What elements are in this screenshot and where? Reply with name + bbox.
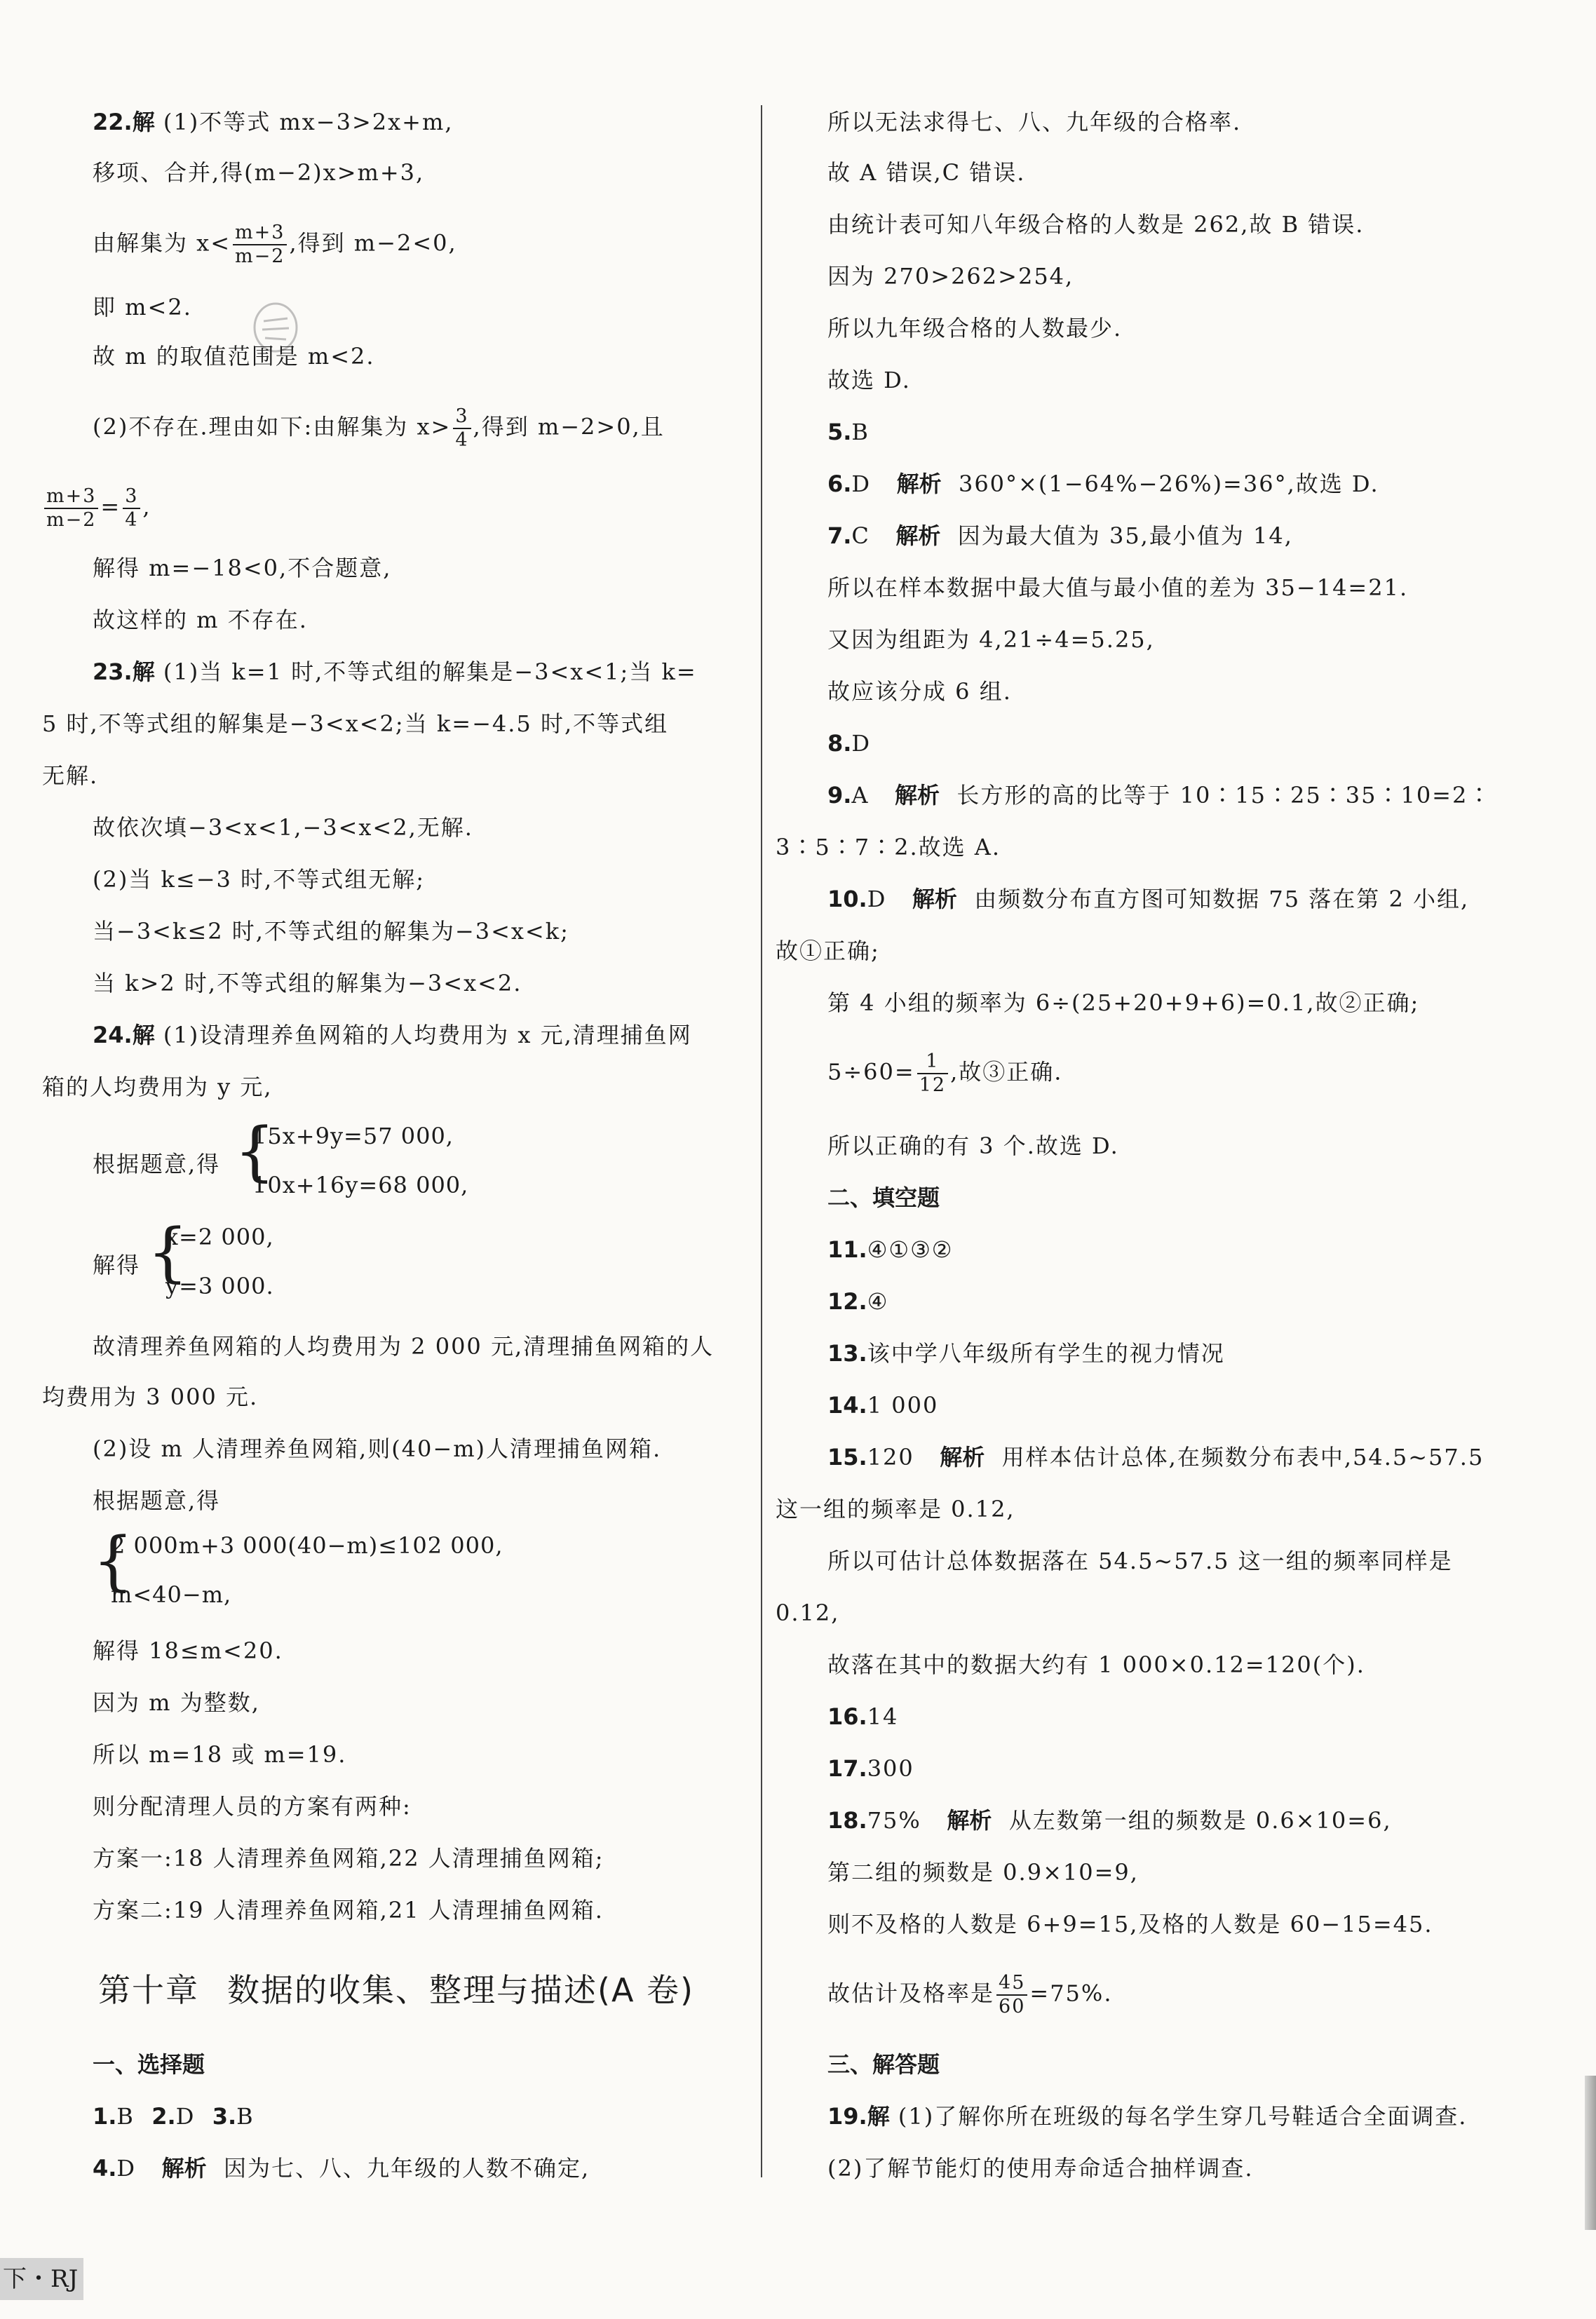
r-line-4: 因为 270>262>254, (827, 263, 1074, 290)
left-brace-icon: { (93, 1523, 134, 1598)
q23-line-3: 无解. (42, 762, 99, 789)
answer-16: 16.14 (827, 1703, 899, 1730)
r-line-1: 所以无法求得七、八、九年级的合格率. (827, 109, 1242, 135)
answer-17: 17.300 (827, 1755, 914, 1782)
equation-system-2: { x=2 000, y=3 000. (147, 1215, 274, 1299)
answer-10-line-2: 故①正确; (776, 938, 880, 964)
answer-7-line-4: 故应该分成 6 组. (827, 678, 1012, 705)
q24-line-13: 方案一:18 人清理养鱼网箱,22 人清理捕鱼网箱; (93, 1845, 604, 1872)
q22-line-3: 由解集为 x< $\frac{m+3}{m-2}$ ,得到 m−2<0, (93, 222, 457, 267)
answer-5: 5.B (827, 419, 870, 445)
fraction: $\frac{3}{4}$ (453, 405, 471, 452)
q24-line-1: 24.解 (1)设清理养鱼网箱的人均费用为 x 元,清理捕鱼网 (93, 1022, 692, 1048)
answer-8: 8.D (827, 730, 872, 757)
answer-14: 14.1 000 (827, 1392, 939, 1419)
answer-18: 18.75% 解析 从左数第一组的频数是 0.6×10=6, (827, 1807, 1392, 1834)
q24-line-7: (2)设 m 人清理养鱼网箱,则(40−m)人清理捕鱼网箱. (93, 1435, 662, 1462)
answer-7-line-3: 又因为组距为 4,21÷4=5.25, (827, 626, 1155, 653)
q22-line-5: 故 m 的取值范围是 m<2. (93, 343, 375, 370)
answer-13: 13.该中学八年级所有学生的视力情况 (827, 1340, 1225, 1367)
r-line-3: 由统计表可知八年级合格的人数是 262,故 B 错误. (827, 211, 1365, 238)
answer-18-line-2: 第二组的频数是 0.9×10=9, (827, 1859, 1139, 1886)
q24-line-12: 则分配清理人员的方案有两种: (93, 1793, 412, 1820)
q24-line-2: 箱的人均费用为 y 元, (42, 1074, 273, 1100)
q23-line-5: (2)当 k≤−3 时,不等式组无解; (93, 866, 426, 893)
fraction: $\frac{1}{12}$ (917, 1050, 948, 1097)
section-solve: 三、解答题 (827, 2051, 940, 2078)
answer-10-line-3: 第 4 小组的频率为 6÷(25+20+9+6)=0.1,故②正确; (827, 989, 1420, 1016)
page-edge-shadow (1585, 2076, 1596, 2230)
answer-6: 6.D 解析 360°×(1−64%−26%)=36°,故选 D. (827, 471, 1379, 497)
page-footer-label: 下・RJ (0, 2258, 83, 2300)
fraction: $\frac{m+3}{m-2}$ (44, 485, 98, 532)
q22-line-1: 22.解 (1)不等式 mx−3>2x+m, (93, 109, 454, 135)
answer-9: 9.A 解析 长方形的高的比等于 10∶15∶25∶35∶10=2∶ (827, 782, 1492, 809)
chapter-title: 第十章 数据的收集、整理与描述(A 卷) (98, 1971, 694, 2009)
left-brace-icon: { (234, 1114, 276, 1189)
answer-7-line-2: 所以在样本数据中最大值与最小值的差为 35−14=21. (827, 574, 1409, 601)
q23-line-4: 故依次填−3<x<1,−3<x<2,无解. (93, 814, 473, 841)
answer-10: 10.D 解析 由频数分布直方图可知数据 75 落在第 2 小组, (827, 886, 1470, 912)
answer-15: 15.120 解析 用样本估计总体,在频数分布表中,54.5~57.5 (827, 1444, 1485, 1470)
fraction: $\frac{m+3}{m-2}$ (233, 222, 287, 268)
q24-line-3: 根据题意,得 (93, 1151, 221, 1177)
q24-line-4: 解得 (93, 1252, 141, 1278)
q24-line-6: 均费用为 3 000 元. (42, 1384, 259, 1410)
answer-18-line-4: 故估计及格率是 $\frac{45}{60}$ =75%. (827, 1972, 1113, 2017)
q23-line-6: 当−3<k≤2 时,不等式组的解集为−3<x<k; (93, 918, 569, 945)
answer-18-line-3: 则不及格的人数是 6+9=15,及格的人数是 60−15=45. (827, 1911, 1433, 1938)
q22-line-8: 解得 m=−18<0,不合题意, (93, 555, 392, 581)
left-brace-icon: { (147, 1215, 189, 1290)
q22-line-6: (2)不存在.理由如下:由解集为 x> $\frac{3}{4}$ ,得到 m−2>0,且 (93, 405, 665, 451)
equation-system-1: { 15x+9y=57 000, 10x+16y=68 000, (234, 1114, 469, 1198)
q24-line-9: 解得 18≤m<20. (93, 1637, 283, 1664)
answer-9-line-2: 3∶5∶7∶2.故选 A. (776, 834, 1001, 860)
answer-19-line-2: (2)了解节能灯的使用寿命适合抽样调查. (827, 2155, 1254, 2182)
fraction: $\frac{45}{60}$ (996, 1972, 1027, 2018)
section-fill: 二、填空题 (827, 1184, 940, 1211)
answer-7: 7.C 解析 因为最大值为 35,最小值为 14, (827, 522, 1293, 549)
answer-11: 11.④①③② (827, 1236, 954, 1263)
answer-10-line-5: 所以正确的有 3 个.故选 D. (827, 1133, 1119, 1159)
section-choice: 一、选择题 (93, 2051, 205, 2078)
r-line-6: 故选 D. (827, 367, 911, 393)
answer-15-line-5: 故落在其中的数据大约有 1 000×0.12=120(个). (827, 1651, 1365, 1678)
q23-line-2: 5 时,不等式组的解集是−3<x<2;当 k=−4.5 时,不等式组 (42, 710, 669, 737)
fraction: $\frac{3}{4}$ (123, 485, 140, 532)
column-divider (761, 105, 762, 2177)
q24-line-14: 方案二:19 人清理养鱼网箱,21 人清理捕鱼网箱. (93, 1897, 604, 1924)
answer-15-line-3: 所以可估计总体数据落在 54.5~57.5 这一组的频率同样是 (827, 1548, 1453, 1574)
q24-line-5: 故清理养鱼网箱的人均费用为 2 000 元,清理捕鱼网箱的人 (93, 1333, 715, 1360)
answer-10-line-4: 5÷60= $\frac{1}{12}$ ,故③正确. (827, 1050, 1063, 1096)
q22-line-9: 故这样的 m 不存在. (93, 607, 308, 633)
answer-12: 12.④ (827, 1288, 889, 1315)
answer-4: 4.D 解析 因为七、八、九年级的人数不确定, (93, 2155, 590, 2182)
q22-line-7: $\frac{m+3}{m-2}$ = $\frac{3}{4}$ , (42, 485, 151, 532)
inequality-system: { 2 000m+3 000(40−m)≤102 000, m<40−m, (93, 1523, 503, 1608)
q24-line-11: 所以 m=18 或 m=19. (93, 1741, 347, 1768)
answers-1-3: 1.B 2.D 3.B (93, 2103, 255, 2130)
r-line-5: 所以九年级合格的人数最少. (827, 315, 1123, 342)
q24-line-10: 因为 m 为整数, (93, 1689, 260, 1716)
answer-19: 19.解 (1)了解你所在班级的每名学生穿几号鞋适合全面调查. (827, 2103, 1468, 2130)
q22-line-2: 移项、合并,得(m−2)x>m+3, (93, 159, 425, 186)
q24-line-8: 根据题意,得 (93, 1487, 221, 1514)
q23-line-1: 23.解 (1)当 k=1 时,不等式组的解集是−3<x<1;当 k= (93, 658, 697, 685)
answer-15-line-2: 这一组的频率是 0.12, (776, 1496, 1015, 1522)
answer-15-line-4: 0.12, (776, 1600, 840, 1626)
r-line-2: 故 A 错误,C 错误. (827, 159, 1026, 186)
q22-line-4: 即 m<2. (93, 294, 192, 320)
q23-line-7: 当 k>2 时,不等式组的解集为−3<x<2. (93, 970, 522, 996)
